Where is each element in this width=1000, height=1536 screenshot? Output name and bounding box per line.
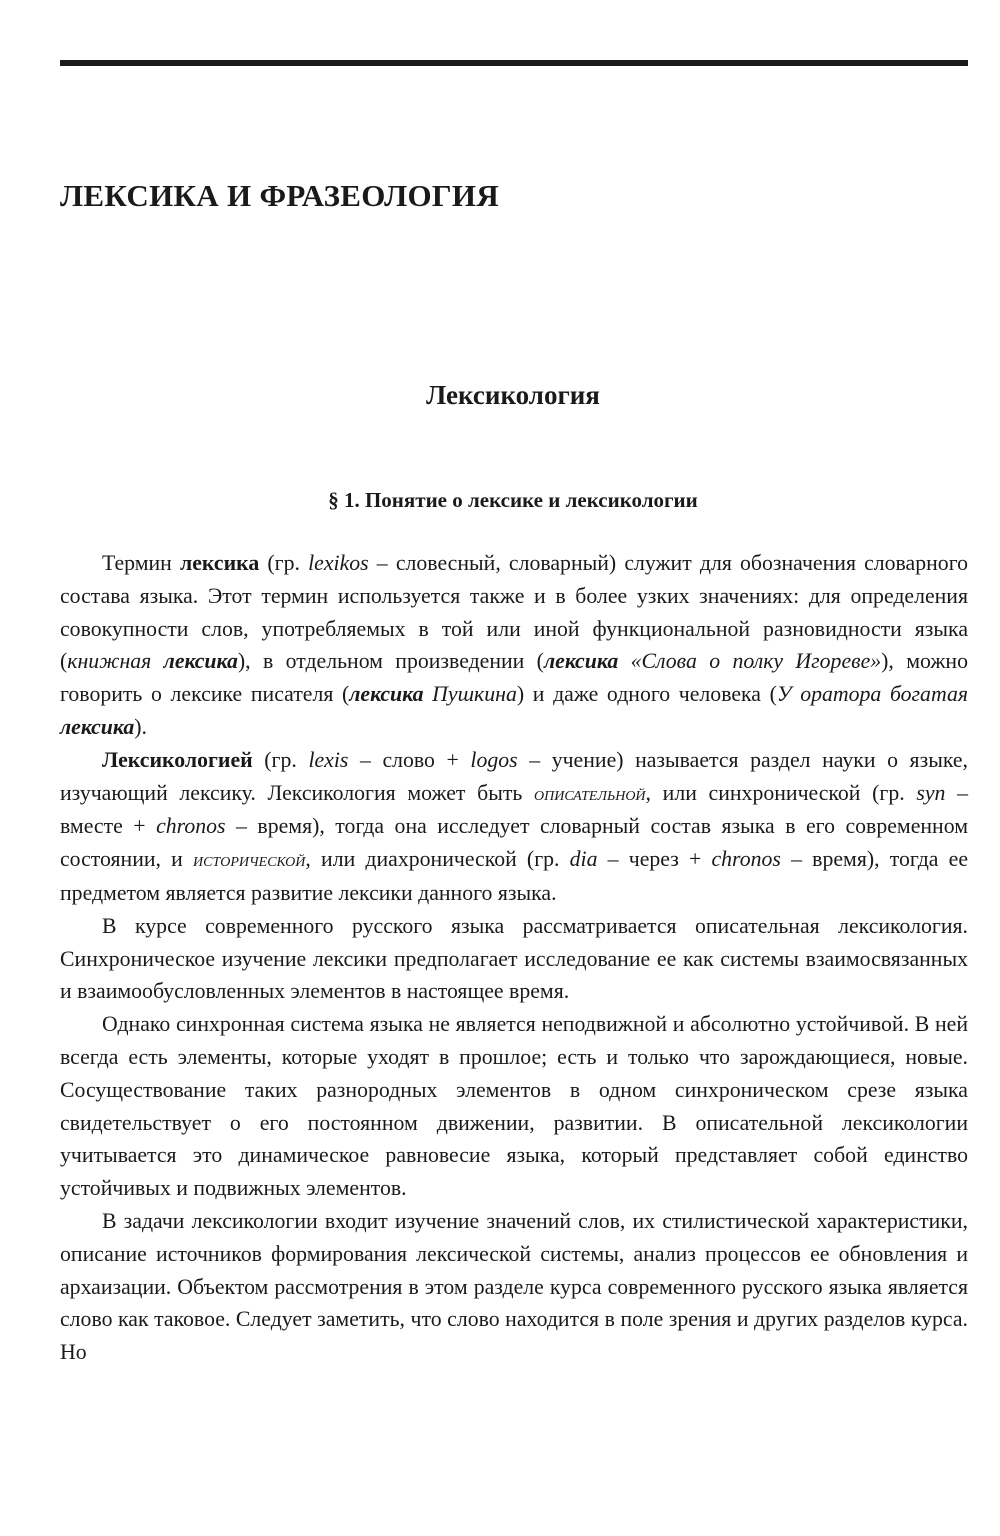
top-rule bbox=[60, 60, 968, 66]
section-title: § 1. Понятие о лексике и лексикологии bbox=[328, 488, 698, 512]
paragraph-3: В курсе современного русского языка рассматривается описательная лексикология. Синхроническое изучение лексики предполагает исследование ее как системы взаимосвязанных и взаимообусловленных элементов в настоящее время. bbox=[60, 913, 968, 1004]
paragraph-5: В задачи лексикологии входит изучение значений слов, их стилистической характеристики, описание источников формирования лексической системы, анализ процессов ее обновления и архаизации. Объектом рассмотрения в этом разделе курса современного русского языка является слово как таковое. Следует заметить, что слово находится в поле зрения и других разделов курса. Но bbox=[60, 1208, 968, 1365]
paragraph-4: Однако синхронная система языка не является неподвижной и абсолютно устойчивой. В ней всегда есть элементы, которые уходят в прошлое; есть и только что зарождающиеся, новые. Сосуществование таких разнородных элементов в одном синхроническом срезе языка свидетельствует о его постоянном движении, развитии. В описательной лексикологии учитывается это динамическое равновесие языка, который представляет собой единство устойчивых и подвижных элементов. bbox=[60, 1012, 968, 1201]
paragraph-2: Лексикологией (гр. lexis – слово + logos – учение) называется раздел науки о языке, изучающий лексику. Лексикология может быть описательной, или синхронической (гр. syn – вместе + chronos – время), тогда она исследует словарный состав языка в его современном состоянии, и исторической, или диахронической (гр. dia – через + chronos – время), тогда ее предметом является развитие лексики данного языка. bbox=[60, 747, 969, 905]
part-title: ЛЕКСИКА И ФРАЗЕОЛОГИЯ bbox=[60, 178, 500, 213]
chapter-title: Лексикология bbox=[426, 380, 600, 410]
body-text bbox=[60, 547, 968, 1369]
paragraph-1: Термин лексика (гр. lexikos – словесный, словарный) служит для обозначения словарного состава языка. Этот термин используется также и в более узких значениях: для определения совокупности слов, употребляемых в той или иной функциональной разновидности языка (книжная лексика), в отдельном произведении (лексика «Слова о полку Игореве»), можно говорить о лексике писателя (лексика Пушкина) и даже одного человека (У оратора богатая лексика). bbox=[60, 551, 968, 739]
